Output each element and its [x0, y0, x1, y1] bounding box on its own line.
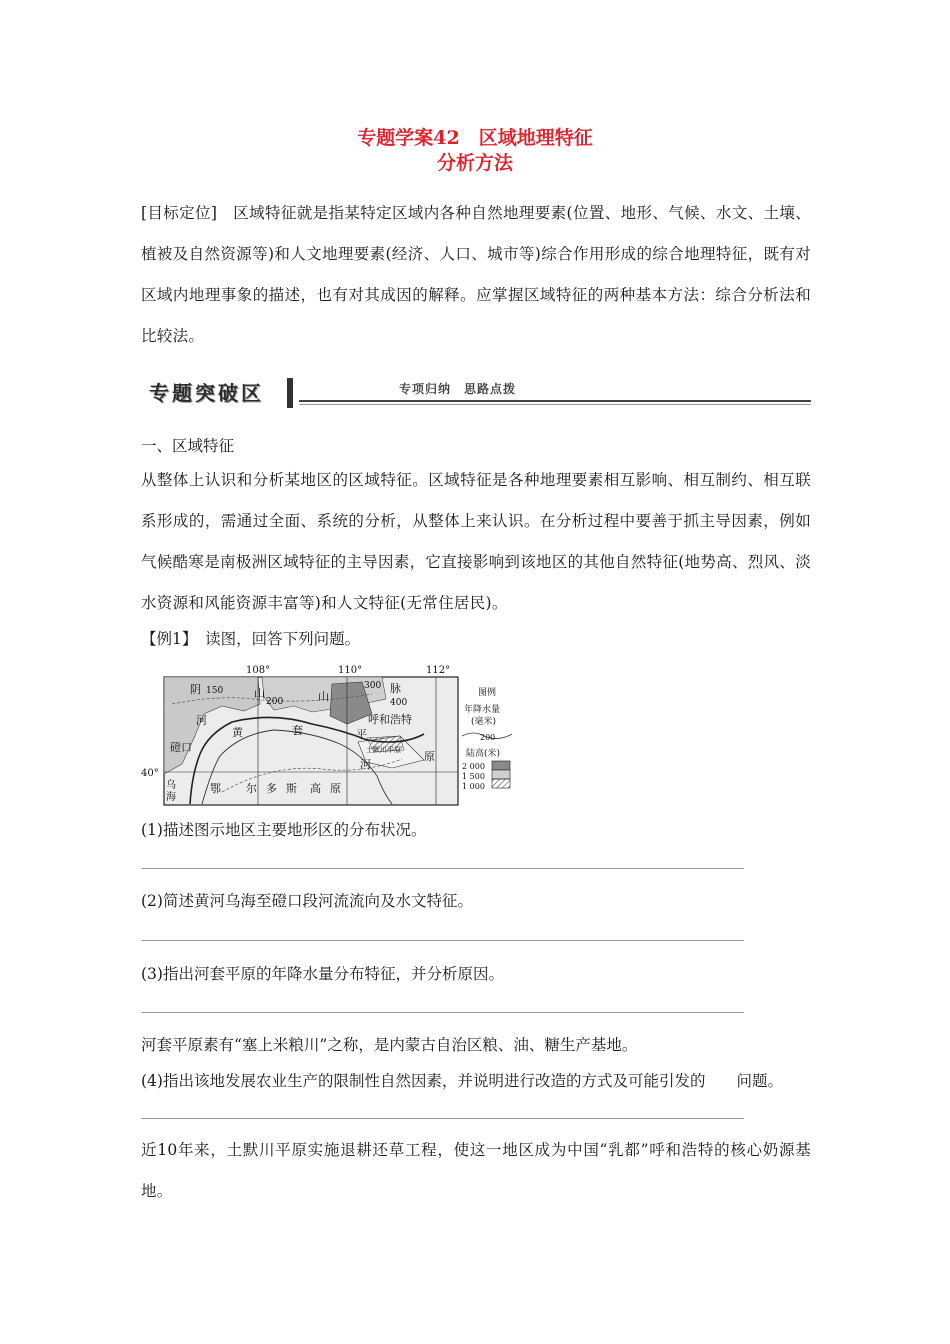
map-label: 400	[390, 698, 408, 708]
map-label: 斯	[286, 782, 297, 795]
map-label: 土默川平原	[366, 746, 401, 754]
map-label: 套	[292, 724, 303, 737]
legend-elev-value: 1 000	[462, 782, 485, 791]
page-title: 专题学案42 区域地理特征	[357, 127, 593, 149]
hetao-note: 河套平原素有“塞上米粮川”之称，是内蒙古自治区粮、油、糖生产基地。	[141, 1036, 638, 1054]
map-label: 黄	[232, 726, 243, 739]
lon-label: 108°	[246, 665, 271, 676]
map-label: 平	[356, 728, 367, 741]
banner-rule	[299, 400, 811, 402]
banner-rule-thin	[299, 404, 811, 405]
legend-precip-unit: (毫米)	[471, 717, 497, 727]
map-label: 河	[196, 714, 207, 727]
map-label: 山	[318, 690, 329, 703]
map-label: 河	[360, 758, 371, 771]
map-label: 原	[330, 782, 341, 795]
map-label: 300	[364, 681, 382, 691]
map-label: 阴	[190, 683, 201, 696]
legend-precip-label: 年降水量	[464, 705, 501, 715]
map-label: 海	[166, 792, 176, 803]
section-paragraph: 从整体上认识和分析某地区的区域特征。区域特征是各种地理要素相互影响、相互制约、相互联系形成的，需通过全面、系统的分析，从整体上来认识。在分析过程中要善于抓主导因素，例如气候酷寒是南极洲区域特征的主导因素，它直接影响到该地区的其他自然特征(地势高、烈风、淡水资源和风能资源丰富等)和人文特征(无常住居民)。	[141, 471, 811, 612]
banner-subtitle: 专项归纳 思路点拨	[399, 382, 517, 396]
legend-elev-value: 2 000	[462, 762, 485, 771]
banner-divider	[287, 378, 293, 408]
legend-title: 图例	[478, 688, 497, 698]
map-label: 山	[254, 687, 265, 700]
intro-label: [目标定位]	[141, 204, 218, 222]
question-2: (2)简述黄河乌海至磴口段河流流向及水文特征。	[141, 892, 473, 910]
map-label: 200	[266, 697, 284, 707]
legend-swatch-dark	[492, 761, 510, 770]
map-label: 乌	[166, 780, 176, 791]
section-banner	[141, 374, 811, 412]
legend-isoline-value: 200	[480, 733, 496, 742]
question-3: (3)指出河套平原的年降水量分布特征，并分析原因。	[141, 965, 504, 983]
legend-swatch-mid	[492, 770, 510, 779]
question-1: (1)描述图示地区主要地形区的分布状况。	[141, 821, 427, 839]
answer-line-3[interactable]	[141, 1012, 744, 1013]
question-4: (4)指出该地发展农业生产的限制性自然因素，并说明进行改造的方式及可能引发的 问题。	[141, 1072, 783, 1090]
page-subtitle: 分析方法	[436, 152, 513, 174]
answer-line-4[interactable]	[141, 1118, 744, 1119]
map-label: 150	[206, 686, 224, 696]
example-label: 【例1】	[141, 630, 190, 648]
intro-text: 区域特征就是指某特定区域内各种自然地理要素(位置、地形、气候、水文、土壤、植被及自然资源等)和人文地理要素(经济、人口、城市等)综合作用形成的综合地理特征，既有对区域内地理事象的描述，也有对其成因的解释。应掌握区域特征的两种基本方法：综合分析法和比较法。	[141, 204, 811, 345]
example-line	[141, 627, 360, 649]
legend-elev-label: 陆高(米)	[466, 749, 501, 759]
map-label: 脉	[390, 682, 401, 695]
map-label: 多	[266, 782, 277, 795]
lon-label: 110°	[338, 665, 363, 676]
section-heading: 一、区域特征	[141, 437, 235, 455]
legend-swatch-hatched	[492, 779, 510, 788]
map-label: 尔	[246, 782, 257, 795]
map-label: 呼和浩特	[368, 713, 412, 726]
lat-label: 40°	[141, 768, 159, 779]
legend-elev-value: 1 500	[462, 772, 485, 781]
tumochuan-note: 近10年来，土默川平原实施退耕还草工程，使这一地区成为中国“乳都”呼和浩特的核心奶源基地。	[141, 1141, 811, 1200]
banner-badge: 专题突破区	[149, 381, 264, 405]
example-text: 读图，回答下列问题。	[189, 630, 361, 648]
lon-label: 112°	[426, 665, 451, 676]
intro-paragraph	[141, 193, 811, 357]
map-label: 磴口	[170, 741, 192, 754]
map-label: 高	[310, 782, 321, 795]
map-label: 鄂	[210, 782, 221, 795]
answer-line-1[interactable]	[141, 868, 744, 869]
map-label: 原	[424, 750, 435, 763]
region-map	[141, 664, 517, 808]
answer-line-2[interactable]	[141, 940, 744, 941]
